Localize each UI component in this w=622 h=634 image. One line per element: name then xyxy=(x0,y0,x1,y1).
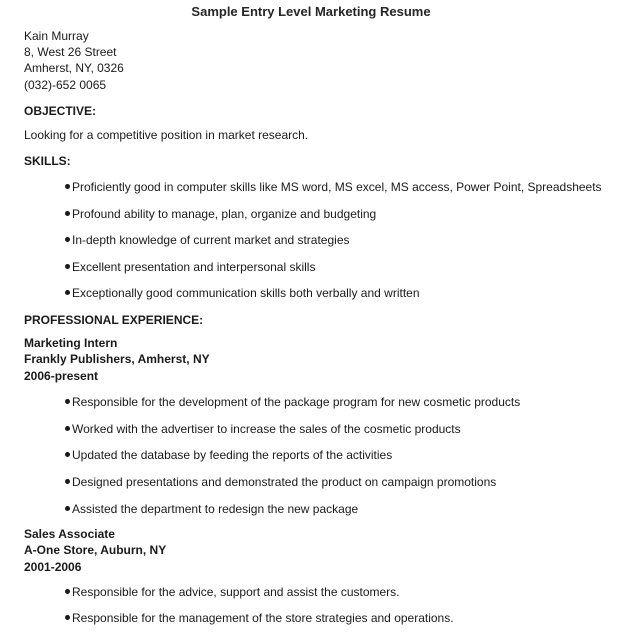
job-duty: Responsible for the management of the store strategies and operations. xyxy=(65,610,454,626)
job-duty: Worked with the advertiser to increase the sales of the cosmetic products xyxy=(65,421,461,437)
job-period: 2001-2006 xyxy=(24,560,82,574)
job-company: Frankly Publishers, Amherst, NY xyxy=(24,352,210,366)
bullet-icon xyxy=(65,237,70,242)
contact-name: Kain Murray xyxy=(24,29,89,43)
skill-item: Exceptionally good communication skills both verbally and written xyxy=(65,285,420,301)
bullet-icon xyxy=(65,506,70,511)
bullet-icon xyxy=(65,452,70,457)
contact-phone: (032)-652 0065 xyxy=(24,78,107,92)
skills-heading: SKILLS: xyxy=(24,154,71,168)
contact-address-line1: 8, West 26 Street xyxy=(24,45,117,59)
job-role: Marketing Intern xyxy=(24,336,118,350)
contact-address-line2: Amherst, NY, 0326 xyxy=(24,61,124,75)
objective-text: Looking for a competitive position in market research. xyxy=(24,128,309,142)
skill-item: Proficiently good in computer skills like MS word, MS excel, MS access, Power Point, Spreadsheets xyxy=(65,179,602,195)
bullet-icon xyxy=(65,426,70,431)
skill-item: Excellent presentation and interpersonal skills xyxy=(65,259,315,275)
document-title: Sample Entry Level Marketing Resume xyxy=(191,4,431,19)
job-duty: Designed presentations and demonstrated the product on campaign promotions xyxy=(65,474,496,490)
job-duty: Assisted the department to redesign the new package xyxy=(65,501,358,517)
bullet-icon xyxy=(65,589,70,594)
job-duty: Updated the database by feeding the reports of the activities xyxy=(65,447,392,463)
experience-heading: PROFESSIONAL EXPERIENCE: xyxy=(24,313,204,327)
bullet-icon xyxy=(65,264,70,269)
job-duty: Responsible for the advice, support and assist the customers. xyxy=(65,584,400,600)
job-company: A-One Store, Auburn, NY xyxy=(24,543,167,557)
job-duty: Responsible for the development of the package program for new cosmetic products xyxy=(65,394,520,410)
bullet-icon xyxy=(65,290,70,295)
skill-item: Profound ability to manage, plan, organize and budgeting xyxy=(65,206,376,222)
job-role: Sales Associate xyxy=(24,527,115,541)
bullet-icon xyxy=(65,615,70,620)
bullet-icon xyxy=(65,479,70,484)
bullet-icon xyxy=(65,399,70,404)
job-period: 2006-present xyxy=(24,369,99,383)
bullet-icon xyxy=(65,184,70,189)
bullet-icon xyxy=(65,211,70,216)
skill-item: In-depth knowledge of current market and strategies xyxy=(65,232,350,248)
objective-heading: OBJECTIVE: xyxy=(24,104,97,118)
